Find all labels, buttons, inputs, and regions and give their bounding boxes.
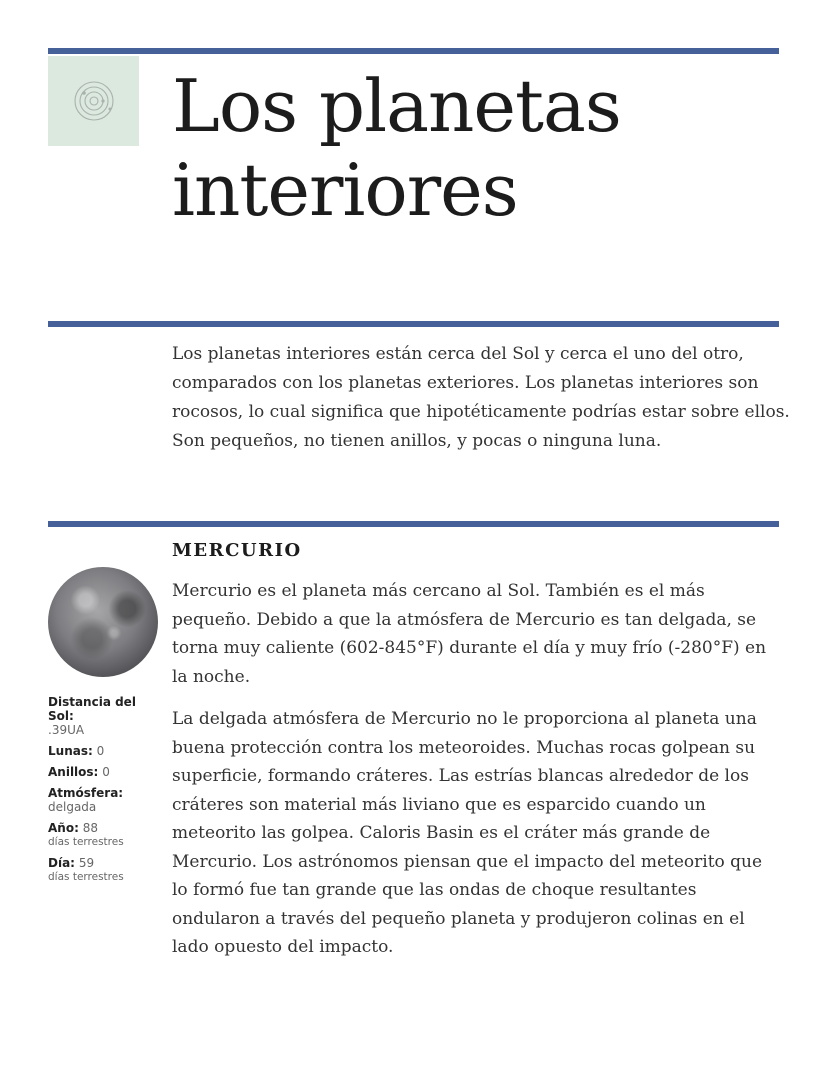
section-heading-mercurio: MERCURIO xyxy=(172,540,302,561)
fact-value: 59 xyxy=(78,856,95,870)
fact-label: Día: xyxy=(48,856,75,870)
fact-value: 88 xyxy=(82,821,98,835)
mercury-facts-panel xyxy=(48,695,158,891)
fact-label: Atmósfera: xyxy=(48,786,124,800)
fact-moons xyxy=(48,744,158,758)
mercury-planet-image xyxy=(48,567,158,677)
mercury-paragraph-2: La delgada atmósfera de Mercurio no le proporciona al planeta una buena protección contra los meteoroides. Muchas rocas golpean su superficie, formando cráteres. Las estrías blancas alrededor de los cráteres son material más liviano que es esparcido cuando un meteorito las golpea. Caloris Basin es el cráter más grande de Mercurio. Los astrónomos piensan que el impacto del meteorito que lo formó fue tan grande que las ondas de choque resultantes ondularon a través del pequeño planeta y produjeron colinas en el lado opuesto del impacto. xyxy=(172,709,763,957)
fact-value: .39UA xyxy=(48,723,85,737)
fact-label: Lunas: xyxy=(48,744,93,758)
fact-rings xyxy=(48,765,158,779)
intro-divider xyxy=(48,321,779,327)
section-divider xyxy=(48,521,779,527)
fact-value: 0 xyxy=(96,744,105,758)
fact-value: delgada xyxy=(48,800,97,814)
fact-atmosphere xyxy=(48,786,158,814)
fact-label: Año: xyxy=(48,821,79,835)
fact-unit: días terrestres xyxy=(48,871,124,883)
mercury-paragraph-1: Mercurio es el planeta más cercano al Sol. También es el más pequeño. Debido a que la atmósfera de Mercurio es tan delgada, se torna muy caliente (602-845°F) durante el día y muy frío (-280°F) en la noche. xyxy=(172,581,767,687)
fact-value: 0 xyxy=(102,765,110,779)
page-title: Los planetas interiores xyxy=(172,64,621,232)
solar-system-orbit-icon xyxy=(72,79,116,123)
fact-day xyxy=(48,856,158,884)
fact-label: Distancia del Sol: xyxy=(48,695,136,723)
chapter-icon-box xyxy=(48,56,139,146)
top-divider xyxy=(48,48,779,54)
fact-year xyxy=(48,821,158,849)
intro-paragraph: Los planetas interiores están cerca del Sol y cerca el uno del otro, comparados con los planetas exteriores. Los planetas interiores son rocosos, lo cual significa que hipotéticamente podrías estar sobre ellos. Son pequeños, no tienen anillos, y pocas o ninguna luna. xyxy=(172,344,790,451)
fact-distance xyxy=(48,695,158,737)
fact-label: Anillos: xyxy=(48,765,99,779)
fact-unit: días terrestres xyxy=(48,836,124,848)
